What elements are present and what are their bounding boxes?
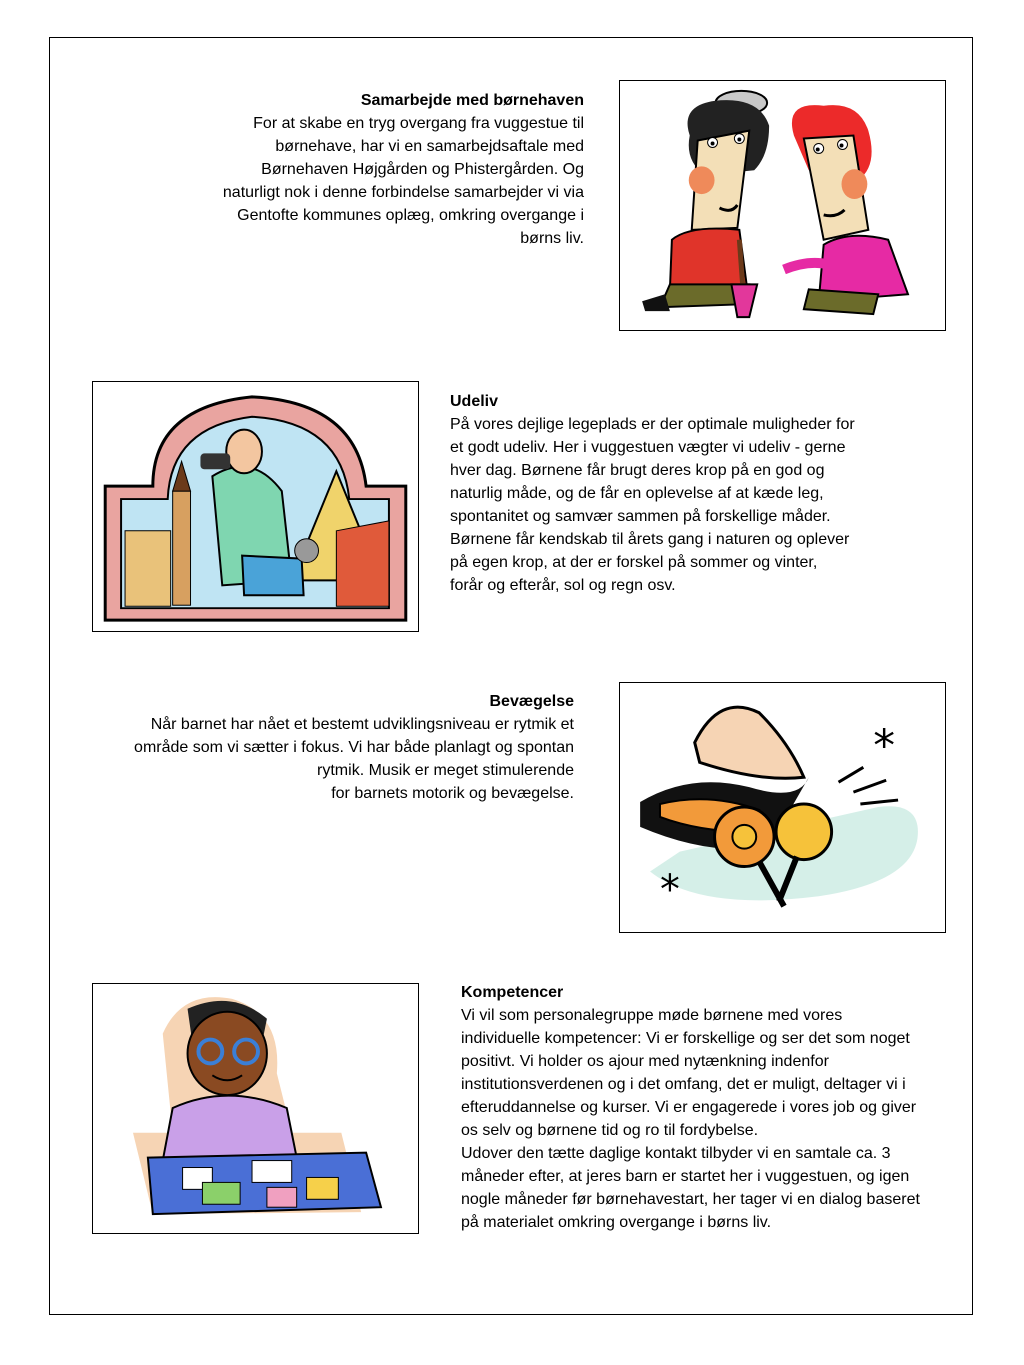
section-body: Når barnet har nået et bestemt udviklingsniveau er rytmik et område som vi sætter i fokus. Vi har både planlagt og spontan rytmik. Musik er meget stimulerende for barnets motorik og bevægelse. <box>134 716 574 802</box>
svg-text:*: * <box>873 720 896 772</box>
clipart-two-children <box>619 80 946 331</box>
sombrero-and-maracas-icon <box>620 683 945 932</box>
clipart-puzzle-child <box>92 983 419 1234</box>
clipart-traveler <box>92 381 419 632</box>
section-body: For at skabe en tryg overgang fra vuggestue til børnehave, har vi en samarbejdsaftale med Børnehaven Højgården og Phistergården. Og naturligt nok i denne forbindelse samarbejder vi via Gentofte kommunes oplæg, omkring overgange i børns liv. <box>222 115 584 247</box>
two-children-digging-icon <box>620 81 945 330</box>
child-doing-puzzle-icon <box>93 984 418 1233</box>
traveler-with-binoculars-icon <box>93 382 418 631</box>
section-heading: Samarbejde med børnehaven <box>360 92 584 109</box>
section-body: Vi vil som personalegruppe møde børnene med vores individuelle kompetencer: Vi er forskellige og ser det som noget positivt. Vi holder os ajour med nytænkning indenfor institutionsverdenen og i det omfang, det er muligt, deltager vi i efteruddannelse og kurser. Vi er engagerede i vores job og giver os selv og børnene tid og ro til fordybelse. Udover den tætte daglige kontakt tilbyder vi en samtale ca. 3 måneder efter, at jeres barn er startet her i vuggestuen, og igen nogle måneder før børnehavestart, her tager vi en dialog baseret på materialet omkring overgange i børns liv. <box>461 1007 920 1231</box>
section-samarbejde <box>150 89 584 250</box>
svg-text:*: * <box>659 867 680 914</box>
section-heading: Kompetencer <box>461 984 564 1001</box>
section-heading: Udeliv <box>450 393 499 410</box>
section-kompetencer <box>461 981 966 1234</box>
section-heading: Bevægelse <box>489 693 574 710</box>
clipart-maracas <box>619 682 946 933</box>
section-body: På vores dejlige legeplads er der optimale muligheder for et godt udeliv. Her i vuggestuen vægter vi udeliv - gerne hver dag. Børnene får brugt deres krop på en god og naturlig måde, og de får en oplevelse af at kæde leg, spontanitet og samvær sammen på forskellige måder. Børnene får kendskab til årets gang i naturen og oplever på egen krop, at der er forskel på sommer og vinter, forår og efterår, sol og regn osv. <box>450 416 855 594</box>
section-bevaegelse <box>90 690 574 805</box>
section-udeliv <box>450 390 910 597</box>
